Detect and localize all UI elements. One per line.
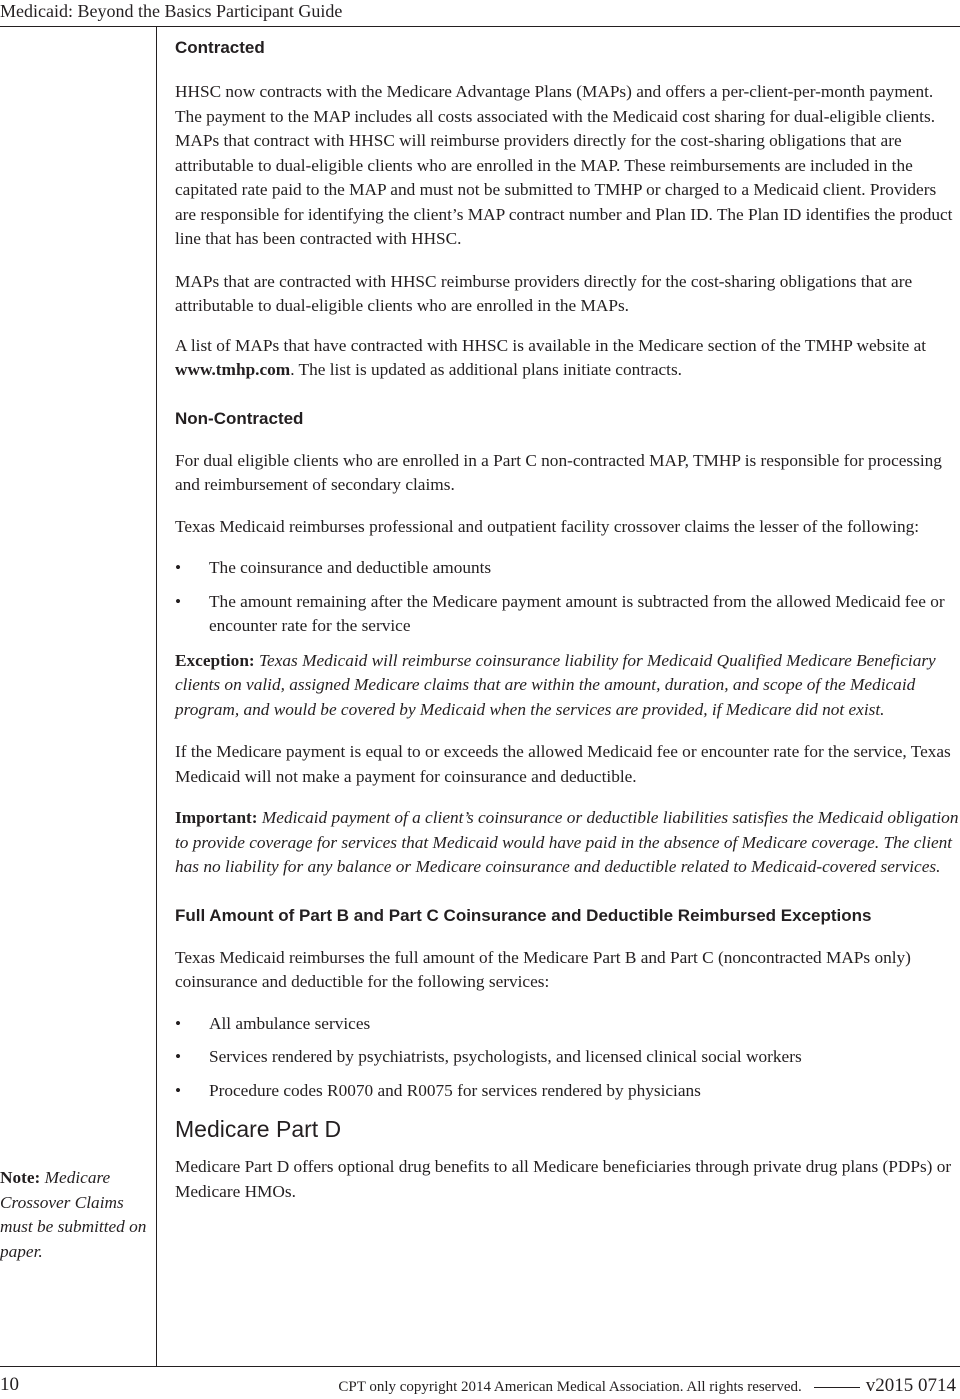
full-amount-paragraph: Texas Medicaid reimburses the full amount of the Medicare Part B and Part C (noncontracted MAPs only) coinsurance and deductible for the following services: — [175, 947, 911, 991]
footer-dash — [814, 1387, 860, 1388]
contracted-heading: Contracted — [175, 38, 265, 57]
part-d-paragraph: Medicare Part D offers optional drug benefits to all Medicare beneficiaries through private drug plans (PDPs) or Medicare HMOs. — [175, 1157, 952, 1201]
contracted-paragraph-3 — [175, 334, 960, 383]
non-contracted-paragraph-1: For dual eligible clients who are enrolled in a Part C non-contracted MAP, TMHP is responsible for processing and reimbursement of secondary claims. — [175, 450, 942, 494]
contracted-paragraph-1: HHSC now contracts with the Medicare Advantage Plans (MAPs) and offers a per-client-per-month payment. The payment to the MAP includes all costs associated with the Medicaid cost sharing for dual-eligible clients. MAPs that contract with HHSC will reimburse providers directly for the cost-sharing obligations that are attributable to dual-eligible clients who are enrolled in the MAP. These reimbursements are included in the capitated rate paid to the MAP and must not be submitted to TMHP or charged to a Medicaid client. Providers are responsible for identifying the client’s MAP contract number and Plan ID. The Plan ID identifies the product line that has been contracted with HHSC. — [175, 82, 953, 248]
non-contracted-heading: Non-Contracted — [175, 408, 304, 428]
lesser-of-list — [175, 556, 960, 639]
running-header: Medicaid: Beyond the Basics Participant Guide — [0, 1, 343, 21]
important-paragraph — [175, 806, 960, 880]
part-d-heading: Medicare Part D — [175, 1116, 342, 1142]
contracted-heading-block — [175, 36, 960, 64]
margin-note-text: Medicare Crossover Claims must be submitted on paper. — [0, 1168, 147, 1261]
list-item: • The coinsurance and deductible amounts — [175, 556, 960, 581]
list-item: • The amount remaining after the Medicare payment amount is subtracted from the allowed Medicaid fee or encounter rate for the service — [175, 590, 960, 639]
footer-copyright-block — [338, 1376, 956, 1397]
margin-note-label: Note: — [0, 1168, 41, 1187]
non-contracted-paragraph-3: If the Medicare payment is equal to or exceeds the allowed Medicaid fee or encounter rate for the service, Texas Medicaid will not make a payment for coinsurance and deductible. — [175, 742, 951, 786]
tmhp-website-link[interactable]: www.tmhp.com — [175, 360, 291, 379]
important-label: Important: — [175, 808, 258, 827]
footer-rule — [0, 1366, 960, 1367]
list-item: • All ambulance services — [175, 1012, 960, 1037]
margin-column-rule — [156, 27, 157, 1367]
full-amount-heading: Full Amount of Part B and Part C Coinsurance and Deductible Reimbursed Exceptions — [175, 905, 872, 925]
version-text: v2015 0714 — [865, 1375, 956, 1396]
non-contracted-paragraph-2: Texas Medicaid reimburses professional and outpatient facility crossover claims the lesser of the following: — [175, 516, 920, 536]
exception-text: Texas Medicaid will reimburse coinsurance liability for Medicaid Qualified Medicare Beneficiary clients on valid, assigned Medicare claims that are within the amount, duration, and scope of the Medicaid program, and would be covered by Medicaid when the services are provided, if Medicare did not exist. — [175, 650, 936, 719]
copyright-text: CPT only copyright 2014 American Medical Association. All rights reserved. — [338, 1379, 802, 1395]
paragraph-text: . The list is updated as additional plans initiate contracts. — [290, 360, 683, 379]
exception-label: Exception: — [175, 650, 255, 670]
list-item: • Services rendered by psychiatrists, psychologists, and licensed clinical social workers — [175, 1045, 960, 1070]
margin-note — [0, 1166, 150, 1264]
header-rule — [0, 26, 960, 27]
important-text: Medicaid payment of a client’s coinsurance or deductible liabilities satisfies the Medicaid obligation to provide coverage for services that Medicaid would have paid in the absence of Medicare coverage. The client has no liability for any balance or Medicare coinsurance and deductible related to Medicaid-covered services. — [175, 808, 959, 876]
main-content — [175, 36, 960, 1204]
list-item: • Procedure codes R0070 and R0075 for services rendered by physicians — [175, 1079, 960, 1104]
paragraph-text: A list of MAPs that have contracted with HHSC is available in the Medicare section of the TMHP website at — [175, 335, 927, 355]
exception-paragraph — [175, 649, 960, 723]
contracted-paragraph-2: MAPs that are contracted with HHSC reimburse providers directly for the cost-sharing obligations that are attributable to dual-eligible clients who are enrolled in the MAPs. — [175, 271, 913, 315]
page-number: 10 — [0, 1374, 19, 1395]
services-list — [175, 1012, 960, 1104]
